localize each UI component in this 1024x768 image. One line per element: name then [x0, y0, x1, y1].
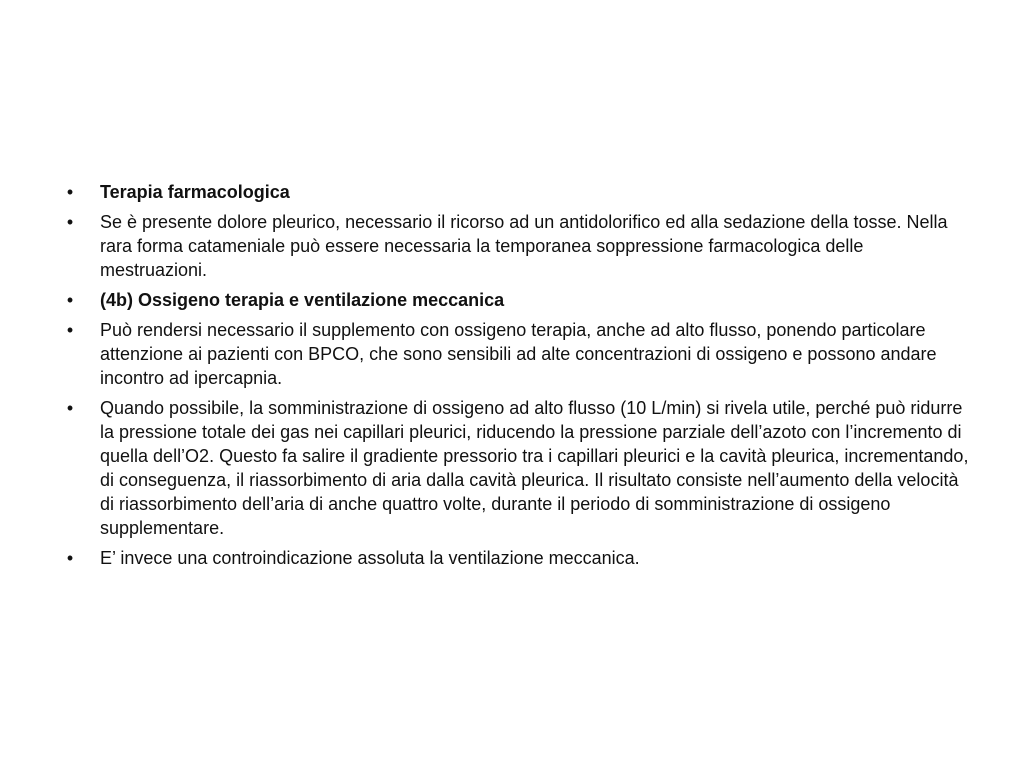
bullet-marker: • — [66, 398, 74, 418]
bullet-item-4 — [60, 396, 970, 540]
bullet-heading: Terapia farmacologica — [100, 182, 290, 202]
bullet-item-2 — [60, 288, 970, 312]
bullet-item-0 — [60, 180, 970, 204]
bullet-list — [60, 180, 970, 570]
bullet-marker: • — [66, 548, 74, 568]
bullet-item-3 — [60, 318, 970, 390]
slide-content — [60, 180, 970, 576]
bullet-item-1 — [60, 210, 970, 282]
bullet-item-5 — [60, 546, 970, 570]
bullet-marker: • — [66, 320, 74, 340]
bullet-text: Quando possibile, la somministrazione di ossigeno ad alto flusso (10 L/min) si rivela utile, perché può ridurre la pressione totale dei gas nei capillari pleurici, riducendo la pressione parziale dell’azoto con l’incremento di quella dell’O2. Questo fa salire il gradiente pressorio tra i capillari pleurici e la cavità pleurica, incrementando, di conseguenza, il riassorbimento di aria dalla cavità pleurica. Il risultato consiste nell’aumento della velocità di riassorbimento dell’aria di anche quattro volte, durante il periodo di somministrazione di ossigeno supplementare. — [100, 398, 969, 538]
bullet-marker: • — [66, 290, 74, 310]
bullet-text: Se è presente dolore pleurico, necessario il ricorso ad un antidolorifico ed alla sedazione della tosse. Nella rara forma catameniale può essere necessaria la temporanea soppressione farmacologica delle mestruazioni. — [100, 212, 948, 280]
bullet-marker: • — [66, 182, 74, 202]
bullet-heading: (4b) Ossigeno terapia e ventilazione meccanica — [100, 290, 505, 310]
bullet-text: E’ invece una controindicazione assoluta la ventilazione meccanica. — [100, 548, 640, 568]
bullet-marker: • — [66, 212, 74, 232]
bullet-text: Può rendersi necessario il supplemento con ossigeno terapia, anche ad alto flusso, ponendo particolare attenzione ai pazienti con BPCO, che sono sensibili ad alte concentrazioni di ossigeno e possono andare incontro ad ipercapnia. — [100, 320, 937, 388]
